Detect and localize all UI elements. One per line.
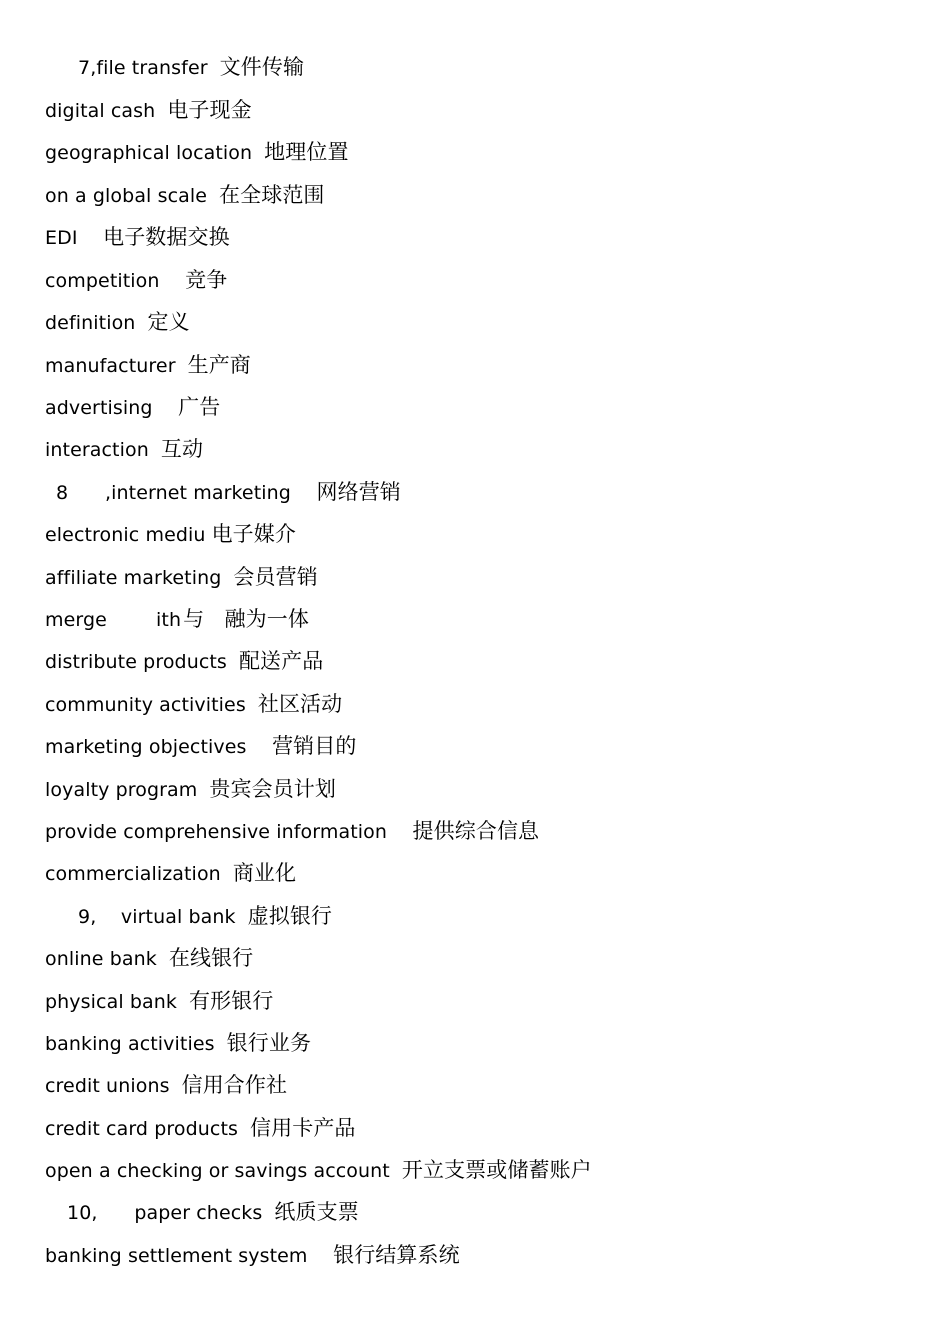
term-english: EDI (45, 227, 78, 249)
term-english: electronic mediu (45, 524, 206, 546)
vocab-line (45, 640, 323, 682)
term-english: manufacturer (45, 355, 176, 377)
term-chinese: 商业化 (232, 861, 297, 885)
term-english: credit card products (45, 1118, 239, 1140)
vocab-line (45, 852, 296, 894)
term-chinese: 开立支票或储蓄账户 (401, 1158, 592, 1182)
vocab-line (45, 1234, 460, 1276)
term-english: competition (45, 270, 160, 292)
term-chinese: 信用合作社 (181, 1073, 288, 1097)
term-english: marketing objectives (45, 736, 247, 758)
term-english: geographical location (45, 142, 253, 164)
term-chinese: 在全球范围 (219, 183, 325, 207)
term-chinese: 生产商 (187, 353, 251, 377)
term-chinese: 营销目的 (258, 734, 357, 758)
term-english: interaction (45, 439, 149, 461)
term-chinese: 信用卡产品 (250, 1116, 356, 1140)
term-chinese: 会员营销 (233, 565, 318, 589)
term-english: definition (45, 312, 136, 334)
vocab-line (45, 1107, 356, 1149)
term-english: open a checking or savings account (45, 1160, 390, 1182)
term-chinese: 电子数据交换 (89, 225, 230, 249)
vocab-line (45, 683, 342, 725)
term-chinese: 配送产品 (238, 649, 324, 673)
vocab-line (78, 46, 304, 88)
vocab-line (45, 768, 336, 810)
term-english: online bank (45, 948, 157, 970)
vocab-line (78, 895, 332, 937)
vocab-line (45, 1149, 592, 1191)
term-english: banking settlement system (45, 1245, 308, 1267)
term-english: credit unions (45, 1075, 170, 1097)
term-chinese: 定义 (147, 310, 190, 334)
term-english: 10, paper checks (67, 1202, 263, 1224)
vocab-line (67, 1191, 359, 1233)
term-chinese: 有形银行 (188, 989, 274, 1013)
vocab-line (45, 301, 190, 343)
term-chinese: 提供综合信息 (399, 819, 540, 843)
vocab-line (45, 174, 325, 216)
vocab-line (45, 513, 296, 555)
term-english: loyalty program (45, 779, 198, 801)
vocab-line (45, 980, 273, 1022)
term-chinese: 文件传输 (219, 55, 305, 79)
term-english: community activities (45, 694, 246, 716)
term-chinese: 在线银行 (168, 946, 254, 970)
term-english: 9, virtual bank (78, 906, 236, 928)
term-english: commercialization (45, 863, 221, 885)
term-chinese: 广告 (164, 395, 221, 419)
term-chinese: 地理位置 (264, 140, 349, 164)
term-chinese: 虚拟银行 (247, 904, 333, 928)
term-chinese: 竞争 (171, 268, 228, 292)
vocab-line (45, 259, 227, 301)
term-chinese: 互动 (160, 437, 204, 461)
term-chinese: 贵宾会员计划 (209, 777, 337, 801)
vocab-line (45, 810, 539, 852)
term-chinese: 电子媒介 (211, 522, 296, 546)
term-chinese: 与 融为一体 (183, 607, 309, 631)
vocab-line (45, 1064, 287, 1106)
term-english: advertising (45, 397, 153, 419)
term-chinese: 网络营销 (302, 480, 401, 504)
term-english: digital cash (45, 100, 156, 122)
vocab-line (45, 1022, 311, 1064)
vocab-line (56, 471, 401, 513)
term-chinese: 社区活动 (257, 692, 343, 716)
vocab-line (45, 89, 252, 131)
term-english: on a global scale (45, 185, 208, 207)
term-chinese: 银行业务 (226, 1031, 312, 1055)
term-english: provide comprehensive information (45, 821, 387, 843)
term-english: banking activities (45, 1033, 215, 1055)
vocab-line (45, 598, 309, 640)
term-chinese: 银行结算系统 (319, 1243, 460, 1267)
term-english: distribute products (45, 651, 227, 673)
vocab-line (45, 937, 253, 979)
term-english: affiliate marketing (45, 567, 222, 589)
term-english: 7,file transfer (78, 57, 208, 79)
vocab-line (45, 386, 220, 428)
vocab-line (45, 344, 251, 386)
vocab-line (45, 428, 203, 470)
term-english: 8 ,internet marketing (56, 482, 291, 504)
vocab-line (45, 131, 349, 173)
term-chinese: 纸质支票 (274, 1200, 359, 1224)
vocab-line (45, 725, 356, 767)
vocab-line (45, 216, 230, 258)
term-english: merge ith (45, 609, 182, 631)
vocab-line (45, 556, 318, 598)
term-chinese: 电子现金 (167, 98, 252, 122)
term-english: physical bank (45, 991, 177, 1013)
